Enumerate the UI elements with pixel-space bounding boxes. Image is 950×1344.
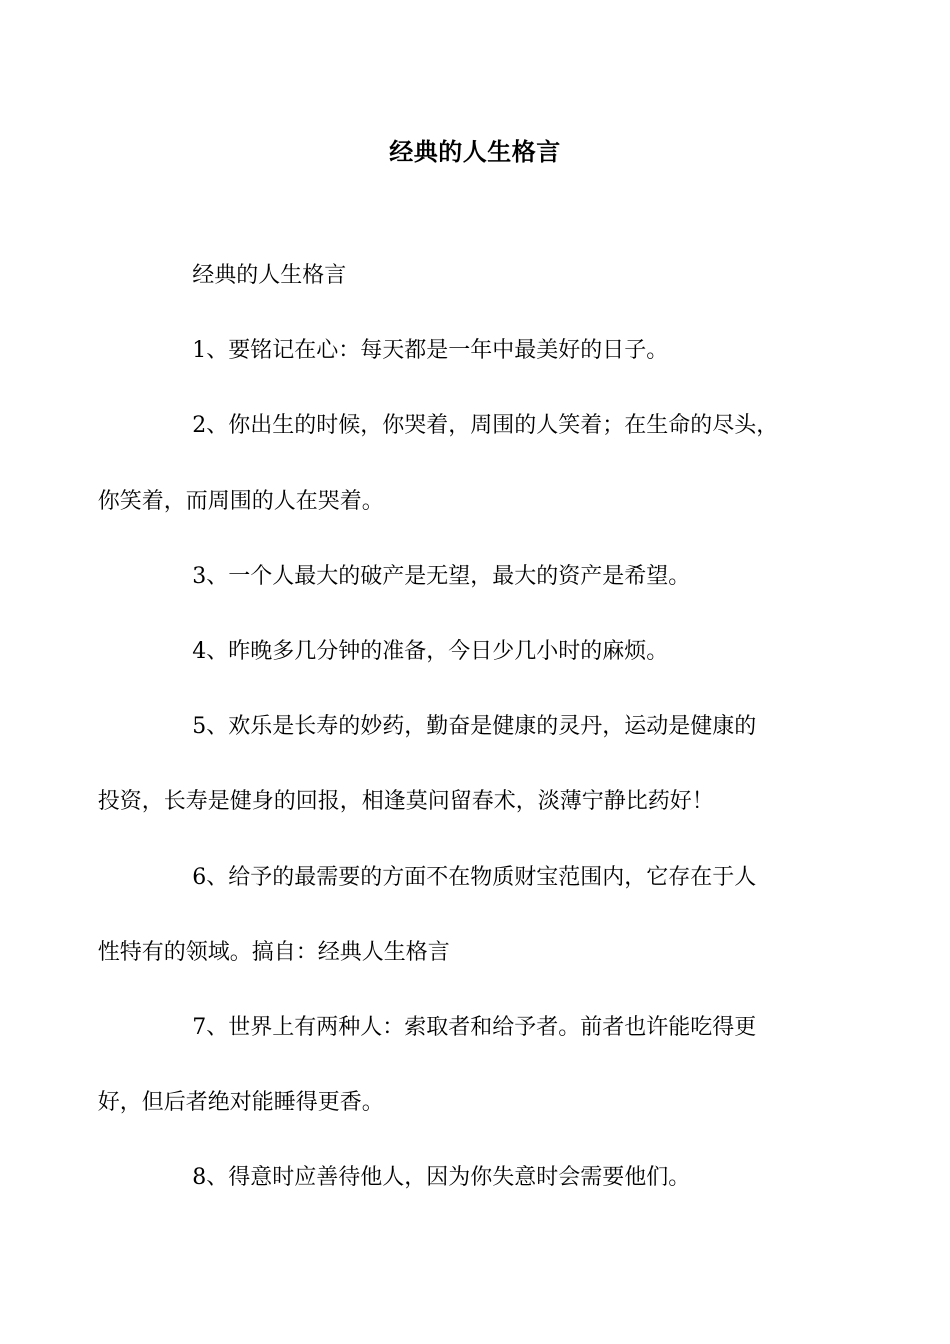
- paragraph-6: [97, 859, 809, 972]
- paragraph-4: [145, 633, 809, 671]
- paragraph-line: 经典的人生格言: [192, 263, 347, 288]
- paragraph-3: [145, 558, 809, 596]
- paragraph-subtitle: [145, 257, 809, 295]
- document-title: 经典的人生格言: [389, 137, 561, 166]
- paragraph-line: 好，但后者绝对能睡得更香。: [97, 1090, 384, 1116]
- paragraph-line: 8、得意时应善待他人，因为你失意时会需要他们。: [192, 1165, 691, 1191]
- paragraph-line: 7、世界上有两种人：索取者和给予者。前者也许能吃得更: [192, 1014, 757, 1040]
- paragraph-line: 3、一个人最大的破产是无望，最大的资产是希望。: [192, 563, 691, 589]
- paragraph-line: 1、要铭记在心：每天都是一年中最美好的日子。: [192, 338, 669, 364]
- paragraph-line: 你笑着，而周围的人在哭着。: [97, 488, 384, 514]
- paragraph-5: [97, 708, 809, 821]
- paragraph-line: 投资，长寿是健身的回报，相逢莫问留春术，淡薄宁静比药好！: [97, 789, 714, 815]
- paragraph-7: [97, 1009, 809, 1122]
- paragraph-line: 性特有的领域。搞自：经典人生格言: [97, 939, 450, 965]
- paragraph-2: [97, 407, 809, 520]
- paragraph-1: [145, 332, 809, 370]
- paragraph-line: 2、你出生的时候，你哭着，周围的人笑着；在生命的尽头，: [192, 413, 779, 439]
- document-body: [97, 257, 809, 1197]
- paragraph-8: [145, 1159, 809, 1197]
- paragraph-line: 4、昨晚多几分钟的准备，今日少几小时的麻烦。: [192, 638, 669, 664]
- paragraph-line: 5、欢乐是长寿的妙药，勤奋是健康的灵丹，运动是健康的: [192, 714, 757, 740]
- paragraph-line: 6、给予的最需要的方面不在物质财宝范围内，它存在于人: [192, 864, 757, 890]
